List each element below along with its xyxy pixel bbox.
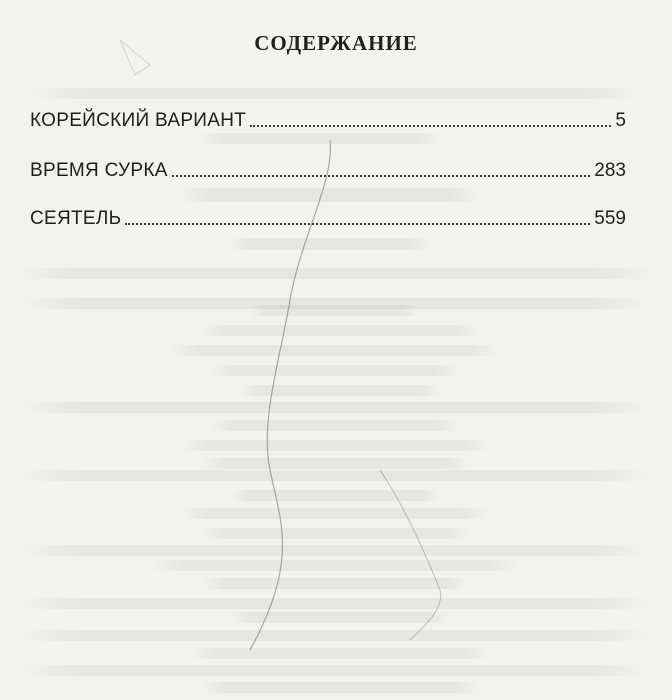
toc-entry-title: КОРЕЙСКИЙ ВАРИАНТ [30,110,247,131]
toc-entry-title: ВРЕМЯ СУРКА [30,160,168,181]
dot-leader [125,222,590,225]
toc-entry-1[interactable] [30,110,626,132]
toc-entry-3[interactable] [30,208,626,230]
dot-leader [250,124,611,127]
toc-entry-2[interactable] [30,160,626,182]
toc-entry-title: СЕЯТЕЛЬ [30,208,122,229]
toc-heading: СОДЕРЖАНИЕ [254,31,418,55]
toc-entry-page: 283 [594,160,626,181]
dot-leader [172,174,591,177]
toc-entry-page: 5 [615,110,626,131]
toc-entry-page: 559 [594,208,626,229]
